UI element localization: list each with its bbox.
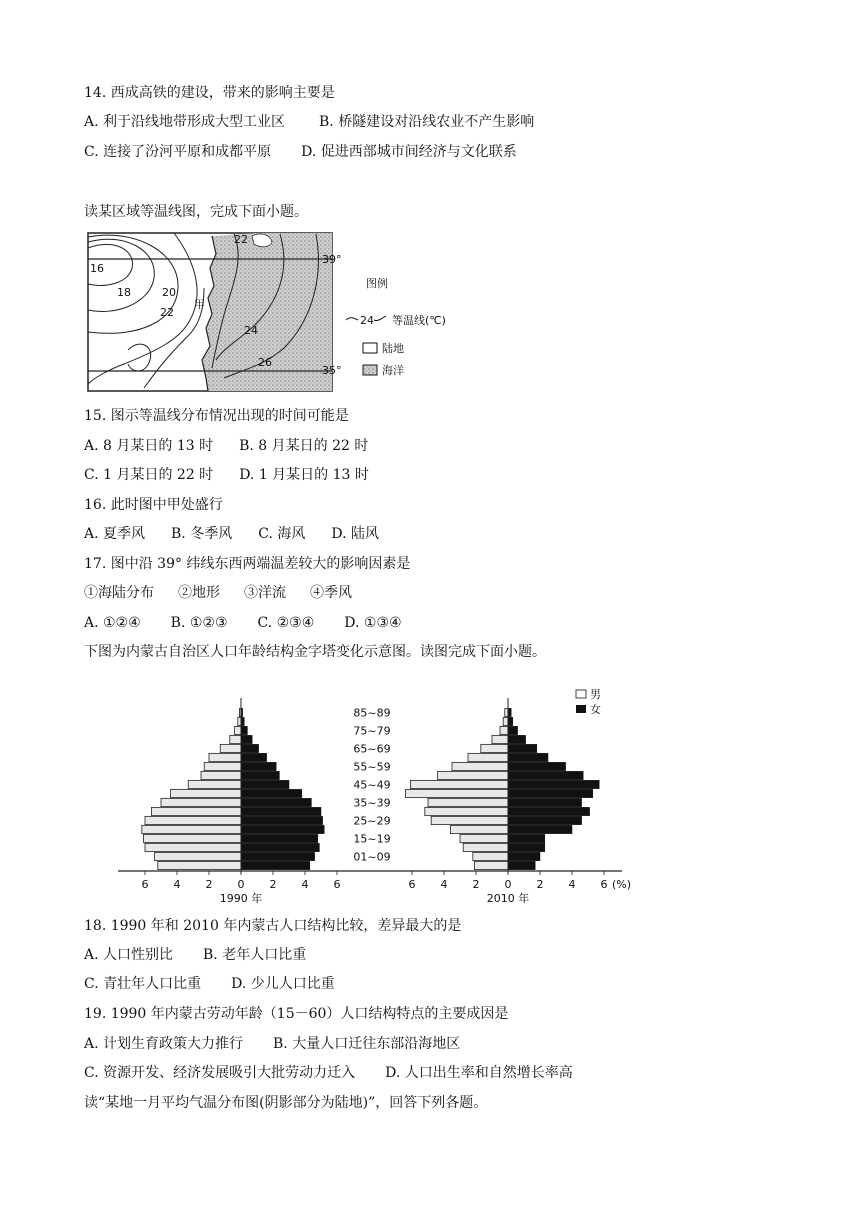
female-bar-1-13 bbox=[508, 825, 572, 833]
x-tick-label-1-5: 4 bbox=[568, 878, 576, 891]
intro-isotherm: 读某区域等温线图，完成下面小题。 bbox=[84, 204, 308, 220]
q14-options-row2 bbox=[84, 143, 517, 161]
male-bar-1-1 bbox=[503, 717, 508, 725]
intro-january-temperature: 读“某地一月平均气温分布图(阴影部分为陆地)”，回答下列各题。 bbox=[84, 1095, 488, 1111]
legend-sea-label: 海洋 bbox=[382, 364, 404, 377]
male-bar-0-13 bbox=[142, 825, 241, 833]
q18-stem: 18. 1990 年和 2010 年内蒙古人口结构比较，差异最大的是 bbox=[84, 918, 462, 934]
iso-label-18: 18 bbox=[117, 286, 131, 299]
legend-isotherm-label: 等温线(℃) bbox=[392, 314, 446, 327]
male-bar-0-4 bbox=[220, 744, 241, 752]
female-bar-1-16 bbox=[508, 852, 540, 860]
male-bar-0-2 bbox=[235, 726, 241, 734]
q16-option-a: A. 夏季风 bbox=[84, 526, 146, 542]
pyramid-title-1: 2010 年 bbox=[486, 892, 530, 905]
lat-label-35: 35° bbox=[322, 364, 342, 377]
female-bar-1-5 bbox=[508, 753, 548, 761]
q14-option-d: D. 促进西部城市间经济与文化联系 bbox=[301, 144, 517, 160]
age-label-1: 75~79 bbox=[353, 724, 391, 738]
male-bar-0-12 bbox=[145, 816, 241, 824]
q17-option-c: C. ②③④ bbox=[257, 615, 315, 631]
male-bar-1-5 bbox=[468, 753, 508, 761]
x-tick-label-1-6: 6 bbox=[600, 878, 608, 891]
male-bar-0-17 bbox=[158, 861, 241, 869]
q17-factor-1: ①海陆分布 bbox=[84, 585, 154, 601]
legend-isotherm-stroke-left bbox=[346, 318, 358, 320]
age-label-8: 01~09 bbox=[353, 850, 391, 864]
female-bar-1-6 bbox=[508, 762, 566, 770]
q14-options-row1 bbox=[84, 113, 534, 131]
male-bar-0-8 bbox=[188, 780, 241, 788]
female-bar-0-10 bbox=[241, 798, 311, 806]
male-bar-0-3 bbox=[230, 735, 241, 743]
intro-pyramid: 下图为内蒙古自治区人口年龄结构金字塔变化示意图。读图完成下面小题。 bbox=[84, 644, 546, 660]
male-bar-1-10 bbox=[428, 798, 508, 806]
unit-label: (%) bbox=[612, 878, 632, 891]
q17-stem: 17. 图中沿 39° 纬线东西两端温差较大的影响因素是 bbox=[84, 556, 411, 572]
male-bar-1-16 bbox=[473, 852, 508, 860]
q18-option-c: C. 青壮年人口比重 bbox=[84, 976, 202, 992]
iso-label-20: 20 bbox=[162, 286, 176, 299]
q16-option-c: C. 海风 bbox=[258, 526, 306, 542]
x-tick-label-1-0: 6 bbox=[408, 878, 416, 891]
q15-option-c: C. 1 月某日的 22 时 bbox=[84, 467, 214, 483]
female-bar-1-3 bbox=[508, 735, 526, 743]
lat-label-39: 39° bbox=[322, 253, 342, 266]
place-jia: 甲 bbox=[194, 298, 205, 311]
male-bar-0-15 bbox=[145, 843, 241, 851]
female-bar-1-10 bbox=[508, 798, 582, 806]
male-bar-1-12 bbox=[431, 816, 508, 824]
male-bar-0-5 bbox=[209, 753, 241, 761]
iso-label-22: 22 bbox=[160, 306, 174, 319]
female-bar-1-4 bbox=[508, 744, 537, 752]
female-bar-0-5 bbox=[241, 753, 267, 761]
age-label-2: 65~69 bbox=[353, 742, 391, 756]
male-bar-0-16 bbox=[155, 852, 241, 860]
female-bar-0-16 bbox=[241, 852, 315, 860]
q18-options-row1 bbox=[84, 946, 306, 964]
male-bar-1-14 bbox=[460, 834, 508, 842]
male-bar-1-17 bbox=[474, 861, 508, 869]
male-bar-1-15 bbox=[463, 843, 508, 851]
q17-option-a: A. ①②④ bbox=[84, 615, 141, 631]
q17-factor-2: ②地形 bbox=[178, 585, 220, 601]
male-bar-1-7 bbox=[438, 771, 508, 779]
q14-option-a: A. 利于沿线地带形成大型工业区 bbox=[84, 114, 286, 130]
x-tick-label-1-4: 2 bbox=[536, 878, 544, 891]
age-label-7: 15~19 bbox=[353, 832, 391, 846]
male-bar-1-8 bbox=[410, 780, 508, 788]
legend-male-swatch bbox=[576, 690, 586, 698]
age-label-6: 25~29 bbox=[353, 814, 391, 828]
female-bar-1-11 bbox=[508, 807, 590, 815]
female-bar-0-12 bbox=[241, 816, 323, 824]
q19-options-row1 bbox=[84, 1035, 460, 1053]
female-bar-1-15 bbox=[508, 843, 545, 851]
male-bar-0-6 bbox=[204, 762, 241, 770]
male-bar-1-3 bbox=[492, 735, 508, 743]
x-tick-label-0-2: 2 bbox=[205, 878, 213, 891]
q16-option-d: D. 陆风 bbox=[331, 526, 379, 542]
x-tick-label-0-0: 6 bbox=[141, 878, 149, 891]
male-bar-0-7 bbox=[201, 771, 241, 779]
q17-factors bbox=[84, 584, 352, 602]
q19-option-a: A. 计划生育政策大力推行 bbox=[84, 1036, 244, 1052]
population-pyramid-chart bbox=[110, 684, 640, 906]
q16-stem: 16. 此时图中甲处盛行 bbox=[84, 497, 223, 513]
legend-female-swatch bbox=[576, 705, 586, 713]
q18-option-d: D. 少儿人口比重 bbox=[231, 976, 335, 992]
pyramid-title-0: 1990 年 bbox=[219, 892, 263, 905]
x-tick-label-0-1: 4 bbox=[173, 878, 181, 891]
q17-factor-3: ③洋流 bbox=[244, 585, 286, 601]
q15-stem: 15. 图示等温线分布情况出现的时间可能是 bbox=[84, 408, 349, 424]
female-bar-0-2 bbox=[241, 726, 247, 734]
legend-male-label: 男 bbox=[590, 688, 601, 701]
q15-options-row1 bbox=[84, 437, 368, 455]
female-bar-1-7 bbox=[508, 771, 583, 779]
female-bar-0-17 bbox=[241, 861, 310, 869]
iso-label-24: 24 bbox=[244, 324, 258, 337]
male-bar-1-9 bbox=[406, 789, 508, 797]
q17-options bbox=[84, 614, 402, 632]
male-bar-0-9 bbox=[171, 789, 241, 797]
legend-land-swatch bbox=[363, 343, 377, 353]
iso-label-16: 16 bbox=[90, 262, 104, 275]
x-tick-label-0-3: 0 bbox=[237, 878, 245, 891]
q16-option-b: B. 冬季风 bbox=[171, 526, 233, 542]
female-bar-0-9 bbox=[241, 789, 302, 797]
q19-options-row2 bbox=[84, 1064, 573, 1082]
x-tick-label-1-1: 4 bbox=[440, 878, 448, 891]
q19-stem: 19. 1990 年内蒙古劳动年龄（15－60）人口结构特点的主要成因是 bbox=[84, 1006, 509, 1022]
legend-female-label: 女 bbox=[590, 703, 601, 716]
q14-option-b: B. 桥隧建设对沿线农业不产生影响 bbox=[319, 114, 535, 130]
male-bar-1-4 bbox=[481, 744, 508, 752]
q15-option-d: D. 1 月某日的 13 时 bbox=[239, 467, 369, 483]
iso-label-26: 26 bbox=[258, 356, 272, 369]
female-bar-1-8 bbox=[508, 780, 599, 788]
x-tick-label-1-3: 0 bbox=[504, 878, 512, 891]
female-bar-0-15 bbox=[241, 843, 319, 851]
male-bar-1-2 bbox=[500, 726, 508, 734]
age-label-5: 35~39 bbox=[353, 796, 391, 810]
q14-option-c: C. 连接了汾河平原和成都平原 bbox=[84, 144, 272, 160]
q15-option-a: A. 8 月某日的 13 时 bbox=[84, 438, 214, 454]
q19-option-b: B. 大量人口迁往东部沿海地区 bbox=[273, 1036, 461, 1052]
male-bar-0-10 bbox=[161, 798, 241, 806]
female-bar-0-11 bbox=[241, 807, 321, 815]
legend-land-label: 陆地 bbox=[382, 342, 404, 355]
iso-label-22-top: 22 bbox=[234, 233, 248, 246]
q19-option-d: D. 人口出生率和自然增长率高 bbox=[385, 1065, 573, 1081]
x-tick-label-0-6: 6 bbox=[333, 878, 341, 891]
female-bar-1-14 bbox=[508, 834, 545, 842]
female-bar-0-8 bbox=[241, 780, 289, 788]
female-bar-0-4 bbox=[241, 744, 259, 752]
q18-options-row2 bbox=[84, 975, 335, 993]
q15-option-b: B. 8 月某日的 22 时 bbox=[239, 438, 369, 454]
female-bar-0-6 bbox=[241, 762, 276, 770]
q17-option-b: B. ①②③ bbox=[170, 615, 228, 631]
q15-options-row2 bbox=[84, 466, 369, 484]
legend-sea-swatch bbox=[363, 365, 377, 375]
q19-option-c: C. 资源开发、经济发展吸引大批劳动力迁入 bbox=[84, 1065, 356, 1081]
legend-iso-value: 24 bbox=[360, 314, 374, 327]
male-bar-1-13 bbox=[450, 825, 508, 833]
age-label-3: 55~59 bbox=[353, 760, 391, 774]
map-legend bbox=[346, 276, 446, 377]
female-bar-1-9 bbox=[508, 789, 593, 797]
x-tick-label-0-5: 4 bbox=[301, 878, 309, 891]
isotherm-map bbox=[84, 228, 454, 396]
female-bar-1-17 bbox=[508, 861, 535, 869]
female-bar-0-7 bbox=[241, 771, 279, 779]
q17-factor-4: ④季风 bbox=[310, 585, 352, 601]
q14-stem: 14. 西成高铁的建设，带来的影响主要是 bbox=[84, 85, 335, 101]
female-bar-1-2 bbox=[508, 726, 518, 734]
female-bar-0-14 bbox=[241, 834, 318, 842]
female-bar-1-1 bbox=[508, 717, 513, 725]
legend-title: 图例 bbox=[366, 277, 388, 290]
q17-option-d: D. ①③④ bbox=[344, 615, 402, 631]
male-bar-1-6 bbox=[452, 762, 508, 770]
female-bar-1-12 bbox=[508, 816, 582, 824]
male-bar-0-14 bbox=[143, 834, 241, 842]
x-tick-label-1-2: 2 bbox=[472, 878, 480, 891]
female-bar-0-13 bbox=[241, 825, 324, 833]
q16-options bbox=[84, 525, 379, 543]
q18-option-a: A. 人口性别比 bbox=[84, 947, 174, 963]
male-bar-0-11 bbox=[151, 807, 241, 815]
q18-option-b: B. 老年人口比重 bbox=[203, 947, 307, 963]
x-tick-label-0-4: 2 bbox=[269, 878, 277, 891]
male-bar-1-11 bbox=[425, 807, 508, 815]
legend-isotherm-stroke-right bbox=[374, 316, 386, 321]
female-bar-0-3 bbox=[241, 735, 252, 743]
age-label-0: 85~89 bbox=[353, 706, 391, 720]
age-label-4: 45~49 bbox=[353, 778, 391, 792]
